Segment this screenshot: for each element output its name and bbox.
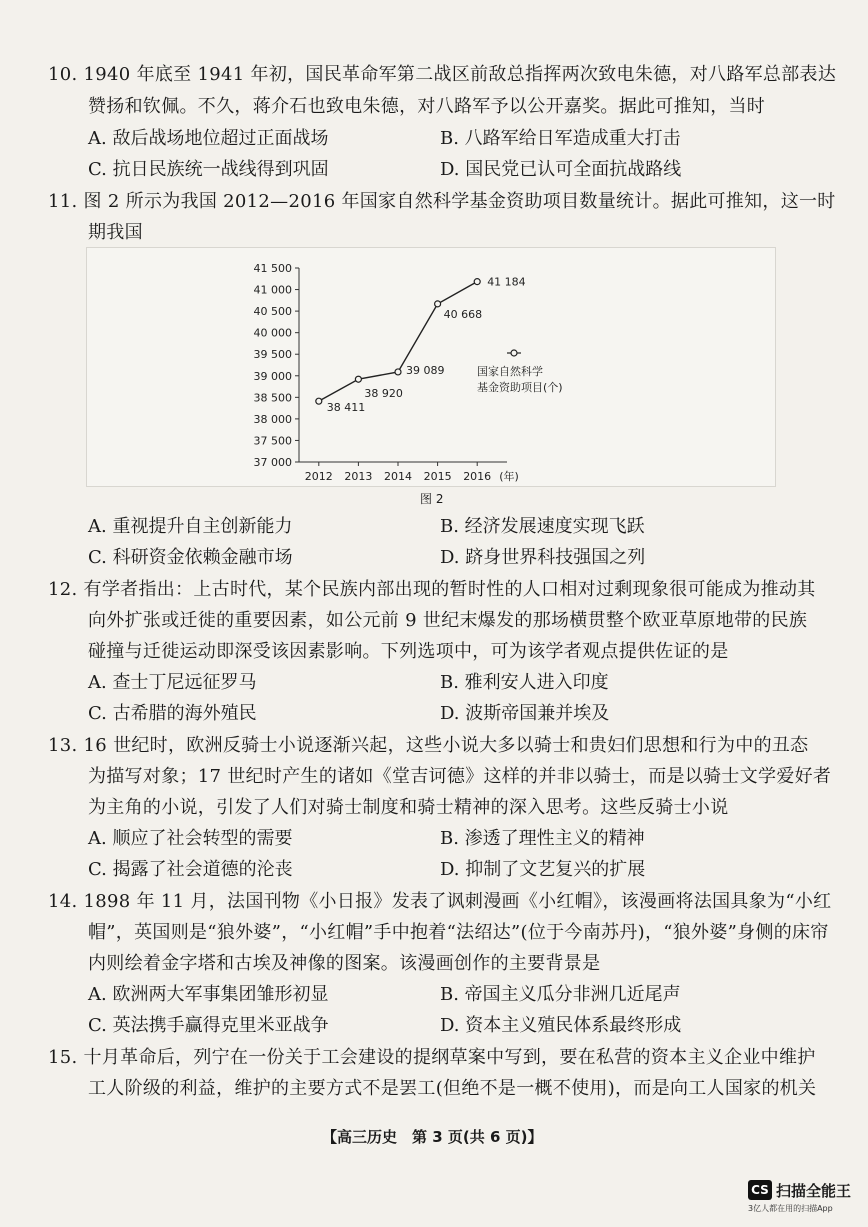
data-point: [355, 376, 361, 382]
data-label: 38 920: [364, 387, 403, 401]
figure-2-chart: [86, 247, 776, 487]
q12-option-c: C. 古希腊的海外殖民: [88, 703, 257, 724]
series-line: [319, 282, 477, 402]
q11-option-b: B. 经济发展速度实现飞跃: [440, 516, 645, 537]
x-axis-unit: (年): [499, 470, 519, 483]
scanner-tagline: 3亿人都在用的扫描App: [748, 1204, 833, 1213]
q15-stem-line-1: 15. 十月革命后，列宁在一份关于工会建设的提纲草案中写到，要在私营的资本主义企业中维护: [48, 1047, 816, 1068]
q13-stem-line-2: 为描写对象；17 世纪时产生的诸如《堂吉诃德》这样的并非以骑士，而是以骑士文学爱好者: [88, 766, 832, 787]
q14-option-a: A. 欧洲两大军事集团雏形初显: [88, 984, 329, 1005]
page-footer: 【高三历史 第 3 页(共 6 页)】: [322, 1128, 543, 1146]
q12-option-a: A. 查士丁尼远征罗马: [88, 672, 257, 693]
data-point: [395, 369, 401, 375]
q13-option-a: A. 顺应了社会转型的需要: [88, 828, 293, 849]
q14-stem-line-3: 内则绘着金字塔和古埃及神像的图案。该漫画创作的主要背景是: [88, 953, 601, 974]
data-label: 39 089: [406, 363, 445, 377]
scanner-logo-icon: CS: [748, 1180, 772, 1200]
y-tick-label: 39 500: [253, 348, 292, 362]
q11-option-d: D. 跻身世界科技强国之列: [440, 547, 646, 568]
q11-stem-line-2: 期我国: [88, 222, 143, 243]
q14-stem-line-1: 14. 1898 年 11 月，法国刊物《小日报》发表了讽刺漫画《小红帽》，该漫画将法国具象为“小红: [48, 891, 832, 912]
figure-caption: 图 2: [420, 492, 444, 506]
y-tick-label: 37 500: [253, 434, 292, 448]
scanner-app-name: 扫描全能王: [776, 1182, 852, 1200]
y-tick-label: 38 000: [253, 412, 292, 426]
q10-stem-line-1: 10. 1940 年底至 1941 年初，国民革命军第二战区前敌总指挥两次致电朱德，对八路军总部表达: [48, 64, 837, 85]
data-point: [474, 279, 480, 285]
x-tick-label: 2015: [423, 470, 452, 483]
q12-option-b: B. 雅利安人进入印度: [440, 672, 609, 693]
q10-option-a: A. 敌后战场地位超过正面战场: [88, 128, 329, 149]
legend-label-line-1: 国家自然科学: [477, 365, 543, 378]
data-label: 38 411: [326, 401, 366, 415]
x-tick-label: 2012: [304, 470, 333, 483]
q14-option-d: D. 资本主义殖民体系最终形成: [440, 1015, 682, 1036]
q10-stem-line-2: 赞扬和钦佩。不久，蒋介石也致电朱德，对八路军予以公开嘉奖。据此可推知，当时: [88, 96, 766, 117]
q13-stem-line-3: 为主角的小说，引发了人们对骑士制度和骑士精神的深入思考。这些反骑士小说: [88, 797, 729, 818]
y-tick-label: 40 000: [253, 326, 292, 340]
q11-option-c: C. 科研资金依赖金融市场: [88, 547, 293, 568]
line-chart-svg: [87, 248, 775, 486]
x-tick-label: 2014: [384, 470, 412, 483]
q12-option-d: D. 波斯帝国兼并埃及: [440, 703, 610, 724]
q12-stem-line-3: 碰撞与迁徙运动即深受该因素影响。下列选项中，可为该学者观点提供佐证的是: [88, 641, 729, 662]
q10-option-b: B. 八路军给日军造成重大打击: [440, 128, 681, 149]
y-tick-label: 37 000: [253, 456, 292, 469]
q13-option-c: C. 揭露了社会道德的沦丧: [88, 859, 293, 880]
x-tick-label: 2016: [463, 470, 492, 483]
q10-option-d: D. 国民党已认可全面抗战路线: [440, 159, 682, 180]
y-tick-label: 41 500: [253, 262, 292, 275]
data-label: 41 184: [487, 275, 526, 289]
q15-stem-line-2: 工人阶级的利益，维护的主要方式不是罢工(但绝不是一概不使用)，而是向工人国家的机关: [88, 1078, 817, 1099]
legend-marker: [511, 350, 517, 356]
data-point: [435, 301, 441, 307]
legend-label-line-2: 基金资助项目(个): [477, 381, 563, 394]
q13-stem-line-1: 13. 16 世纪时，欧洲反骑士小说逐渐兴起，这些小说大多以骑士和贵妇们思想和行为中的丑态: [48, 735, 809, 756]
y-tick-label: 38 500: [253, 391, 292, 405]
data-point: [316, 398, 322, 404]
q14-option-b: B. 帝国主义瓜分非洲几近尾声: [440, 984, 681, 1005]
q14-option-c: C. 英法携手赢得克里米亚战争: [88, 1015, 329, 1036]
q12-stem-line-2: 向外扩张或迁徙的重要因素，如公元前 9 世纪末爆发的那场横贯整个欧亚草原地带的民族: [88, 610, 808, 631]
data-label: 40 668: [443, 307, 483, 321]
q10-option-c: C. 抗日民族统一战线得到巩固: [88, 159, 329, 180]
x-tick-label: 2013: [344, 470, 373, 483]
q13-option-d: D. 抑制了文艺复兴的扩展: [440, 859, 646, 880]
y-tick-label: 40 500: [253, 305, 292, 319]
scanner-watermark: [748, 1176, 860, 1216]
y-tick-label: 39 000: [253, 369, 292, 383]
q12-stem-line-1: 12. 有学者指出：上古时代，某个民族内部出现的暂时性的人口相对过剩现象很可能成为推动其: [48, 579, 816, 600]
q11-option-a: A. 重视提升自主创新能力: [88, 516, 293, 537]
q11-stem-line-1: 11. 图 2 所示为我国 2012—2016 年国家自然科学基金资助项目数量统计。据此可推知，这一时: [48, 191, 836, 212]
q13-option-b: B. 渗透了理性主义的精神: [440, 828, 645, 849]
q14-stem-line-2: 帽”，英国则是“狼外婆”，“小红帽”手中抱着“法绍达”(位于今南苏丹)，“狼外婆”身侧的床帘: [88, 922, 829, 943]
y-tick-label: 41 000: [253, 283, 292, 297]
